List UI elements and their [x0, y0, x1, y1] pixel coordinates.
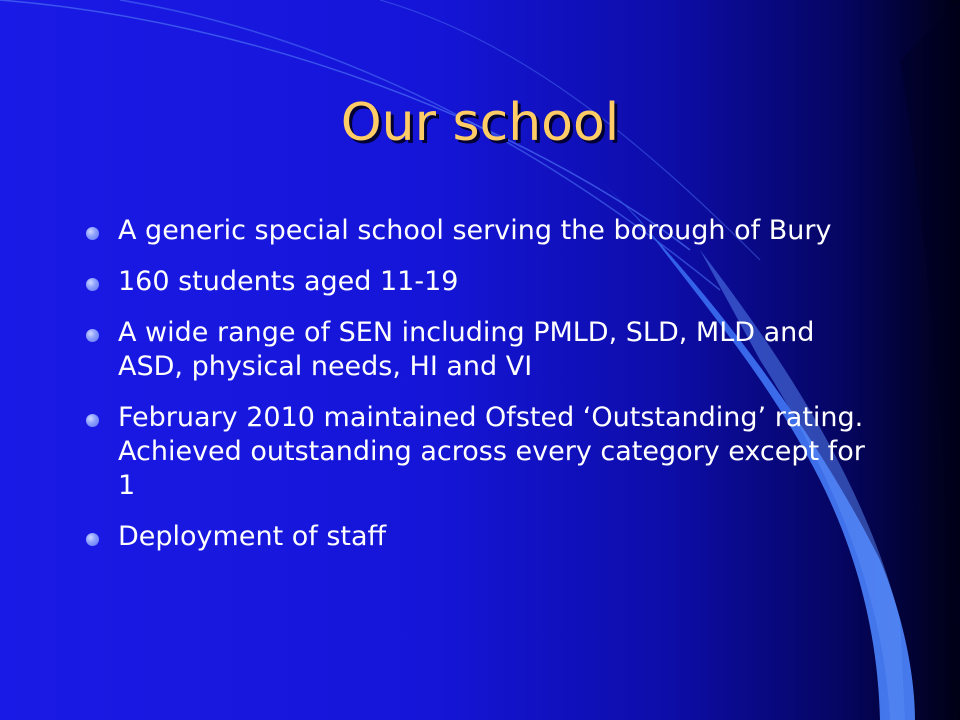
round-bullet-icon	[86, 227, 99, 240]
bullet-list	[86, 214, 866, 571]
bullet-item-ofsted-rating	[86, 401, 866, 503]
bullet-text: February 2010 maintained Ofsted ‘Outstanding’ rating. Achieved outstanding across every category except for 1	[118, 402, 865, 501]
bullet-text: 160 students aged 11-19	[118, 266, 459, 297]
bullet-text: A generic special school serving the borough of Bury	[118, 215, 832, 246]
bullet-text: A wide range of SEN including PMLD, SLD, MLD and ASD, physical needs, HI and VI	[118, 317, 815, 382]
bullet-text: Deployment of staff	[118, 521, 387, 552]
bullet-item-school-type	[86, 214, 866, 248]
round-bullet-icon	[86, 533, 99, 546]
bullet-item-staff-deployment	[86, 520, 866, 554]
bullet-item-sen-range	[86, 316, 866, 384]
round-bullet-icon	[86, 414, 99, 427]
round-bullet-icon	[86, 278, 99, 291]
round-bullet-icon	[86, 329, 99, 342]
slide-title: Our school	[340, 93, 620, 153]
bullet-item-students	[86, 265, 866, 299]
